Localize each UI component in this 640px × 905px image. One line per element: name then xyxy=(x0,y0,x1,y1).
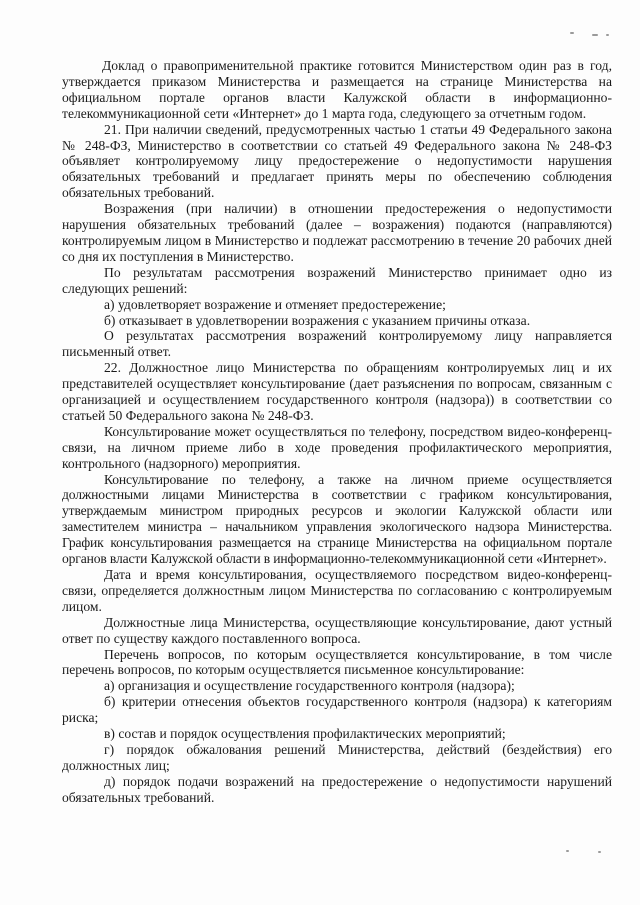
paragraph-consulting-methods: Консультирование может осуществляться по телефону, посредством видео-конференц-связи, на личном приеме либо в ходе проведения профилактического мероприятия, контрольного (надзорного) мероприятия. xyxy=(62,423,612,471)
scan-artifact xyxy=(606,34,609,36)
scan-artifact xyxy=(570,32,574,34)
list-item-question-d: г) порядок обжалования решений Министерства, действий (бездействия) его должностных лиц; xyxy=(62,741,612,773)
list-item-question-a: а) организация и осуществление государственного контроля (надзора); xyxy=(104,678,515,694)
paragraph-written-answer: О результатах рассмотрения возражений контролируемому лицу направляется письменный ответ. xyxy=(62,328,612,360)
document-body xyxy=(62,58,612,806)
paragraph-questions-intro: Перечень вопросов, по которым осуществляется консультирование, в том числе перечень вопросов, по которым осуществляется письменное консультирование: xyxy=(62,646,612,678)
paragraph-report-annual: Доклад о правоприменительной практике готовится Министерством один раз в год, утверждается приказом Министерства и размещается на странице Министерства на официальном портале органов власти Калужской области в информационно-телекоммуникационной сети «Интернет» до 1 марта года, следующего за отчетным годом. xyxy=(62,58,612,121)
scan-artifact xyxy=(566,850,569,852)
paragraph-consulting-schedule: Консультирование по телефону, а также на личном приеме осуществляется должностными лицами Министерства в соответствии с графиком консультирования, утверждаемым министром природных ресурсов и экологии Калужской области или заместителем министра – начальником управления экологического надзора Министерства. График консультирования размещается на странице Министерства на официальном портале органов власти Калужской области в информационно-телекоммуникационной сети «Интернет». xyxy=(62,471,612,567)
paragraph-21-warning: 21. При наличии сведений, предусмотренных частью 1 статьи 49 Федерального закона № 248-ФЗ, Министерство в соответствии со статьей 49 Федерального закона № 248-ФЗ объявляет контролируемому лицу предостережение о недопустимости нарушения обязательных требований и предлагает принять меры по обеспечению соблюдения обязательных требований. xyxy=(62,121,612,201)
list-item-question-e: д) порядок подачи возражений на предостережение о недопустимости нарушений обязательных требований. xyxy=(62,773,612,805)
paragraph-objections: Возражения (при наличии) в отношении предостережения о недопустимости нарушения обязательных требований (далее – возражения) подаются (направляются) контролируемым лицом в Министерство и подлежат рассмотрению в течение 20 рабочих дней со дня их поступления в Министерство. xyxy=(62,201,612,264)
list-item-decision-a: а) удовлетворяет возражение и отменяет предостережение; xyxy=(104,296,446,312)
scan-artifact xyxy=(592,34,598,36)
list-item-question-b: б) критерии отнесения объектов государственного контроля (надзора) к категориям риска; xyxy=(62,694,612,726)
scan-artifact xyxy=(598,851,601,853)
paragraph-decisions-intro: По результатам рассмотрения возражений Министерство принимает одно из следующих решений: xyxy=(62,264,612,296)
paragraph-video-consulting: Дата и время консультирования, осуществляемого посредством видео-конференц-связи, определяется должностным лицом Министерства по согласованию с контролируемым лицом. xyxy=(62,567,612,614)
list-item-decision-b: б) отказывает в удовлетворении возражения с указанием причины отказа. xyxy=(104,312,531,328)
list-item-question-c: в) состав и порядок осуществления профилактических мероприятий; xyxy=(104,726,506,742)
paragraph-22-consulting: 22. Должностное лицо Министерства по обращениям контролируемых лиц и их представителей осуществляет консультирование (дает разъяснения по вопросам, связанным с организацией и осуществлением государственного контроля (надзора)) в соответствии со статьей 50 Федерального закона № 248-ФЗ. xyxy=(62,360,612,423)
paragraph-oral-answer: Должностные лица Министерства, осуществляющие консультирование, дают устный ответ по существу каждого поставленного вопроса. xyxy=(62,614,612,646)
